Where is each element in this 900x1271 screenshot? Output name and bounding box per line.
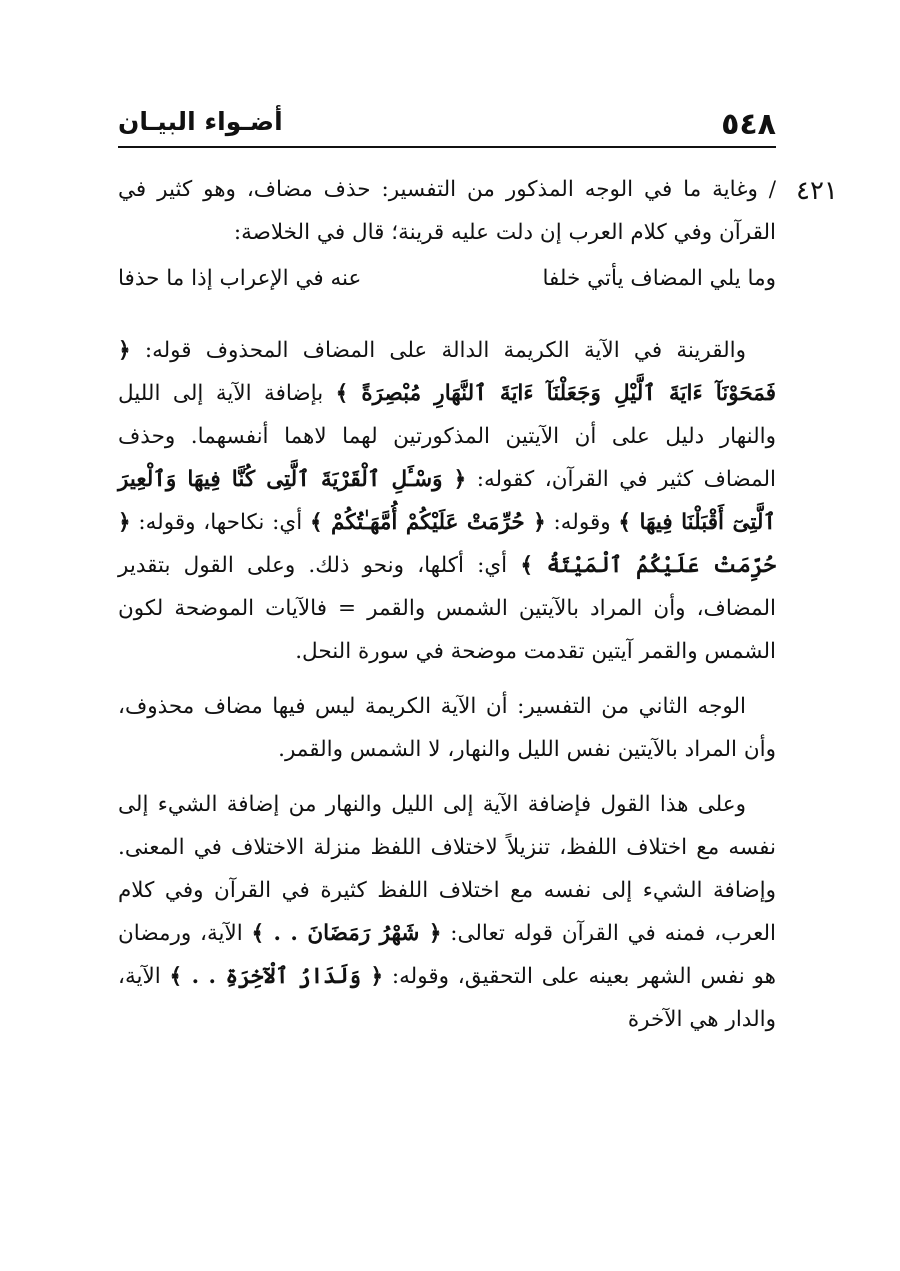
verse-hemistich-1: وما يلي المضاف يأتي خلفا (542, 266, 776, 291)
quran-quote: ﴿ حُرِّمَتْ عَلَيْكُمْ أُمَّهَـٰتُكُمْ ﴾ (310, 510, 546, 535)
paragraph-4-text-2: الآية، ورمضان هو نفس الشهر بعينه على التحقيق، وقوله: (118, 921, 776, 989)
paragraph-2-text-4: أي: نكاحها، وقوله: (130, 510, 310, 535)
paragraph-2-text-3: وقوله: (545, 510, 619, 535)
quran-quote: ﴿ وَسْـَٔلِ ٱلْقَرْيَةَ ٱلَّتِى كُنَّا فِيهَا وَٱلْعِيرَ ٱلَّتِىٓ أَقْبَلْنَا فِيهَا ﴾ (118, 467, 776, 535)
paragraph-2 (118, 329, 776, 673)
paragraph-2-text-1: والقرينة في الآية الكريمة الدالة على المضاف المحذوف قوله: (130, 338, 746, 363)
page-header (118, 103, 776, 143)
paragraph-2-text-2: بإضافة الآية إلى الليل والنهار دليل على أن الآيتين المذكورتين لهما لاهما أنفسهما. وحذف المضاف كثير في القرآن، كقوله: (118, 381, 777, 492)
quran-quote: ﴿ شَهْرُ رَمَضَانَ . . ﴾ (251, 921, 442, 946)
paragraph-4 (118, 783, 776, 1041)
paragraph-1: / وغاية ما في الوجه المذكور من التفسير: حذف مضاف، وهو كثير في القرآن وفي كلام العرب إن دلت عليه قرينة؛ قال في الخلاصة: (118, 177, 776, 245)
quran-quote: ﴿ وَلَدَارُ ٱلْآخِرَةِ . . ﴾ (169, 964, 384, 989)
quran-quote: ﴿ حُرِّمَتْ عَلَيْكُمُ ٱلْمَيْتَةُ ﴾ (118, 510, 776, 578)
paragraph-4-text-3: الآية، والدار هي الآخرة (118, 964, 776, 1032)
margin-page-reference: ٤٢١ (796, 176, 838, 206)
paragraph-3: الوجه الثاني من التفسير: أن الآية الكريمة ليس فيها مضاف محذوف، وأن المراد بالآيتين نفس الليل والنهار، لا الشمس والقمر. (118, 694, 776, 762)
book-title: أضـواء البيـان (118, 107, 283, 136)
paragraph-2-text-5: أي: أكلها، ونحو ذلك. وعلى القول بتقدير المضاف، وأن المراد بالآيتين الشمس والقمر = فالآيات الموضحة لكون الشمس والقمر آيتين تقدمت موضحة في سورة النحل. (118, 553, 776, 664)
verse-hemistich-2: عنه في الإعراب إذا ما حذفا (118, 266, 362, 291)
header-rule (118, 146, 776, 148)
page-number: ٥٤٨ (721, 107, 776, 142)
quran-quote: ﴿ فَمَحَوْنَآ ءَايَةَ ٱلَّيْلِ وَجَعَلْنَآ ءَايَةَ ٱلنَّهَارِ مُبْصِرَةً ﴾ (118, 338, 776, 406)
page-body (118, 168, 776, 1053)
poetry-verse (118, 266, 776, 309)
paragraph-4-text-1: وعلى هذا القول فإضافة الآية إلى الليل والنهار من إضافة الشيء إلى نفسه مع اختلاف اللفظ، تنزيلاً لاختلاف اللفظ منزلة الاختلاف في المعنى. وإضافة الشيء إلى نفسه مع اختلاف اللفظ كثيرة في القرآن وفي كلام العرب، فمنه في القرآن قوله تعالى: (118, 792, 777, 946)
